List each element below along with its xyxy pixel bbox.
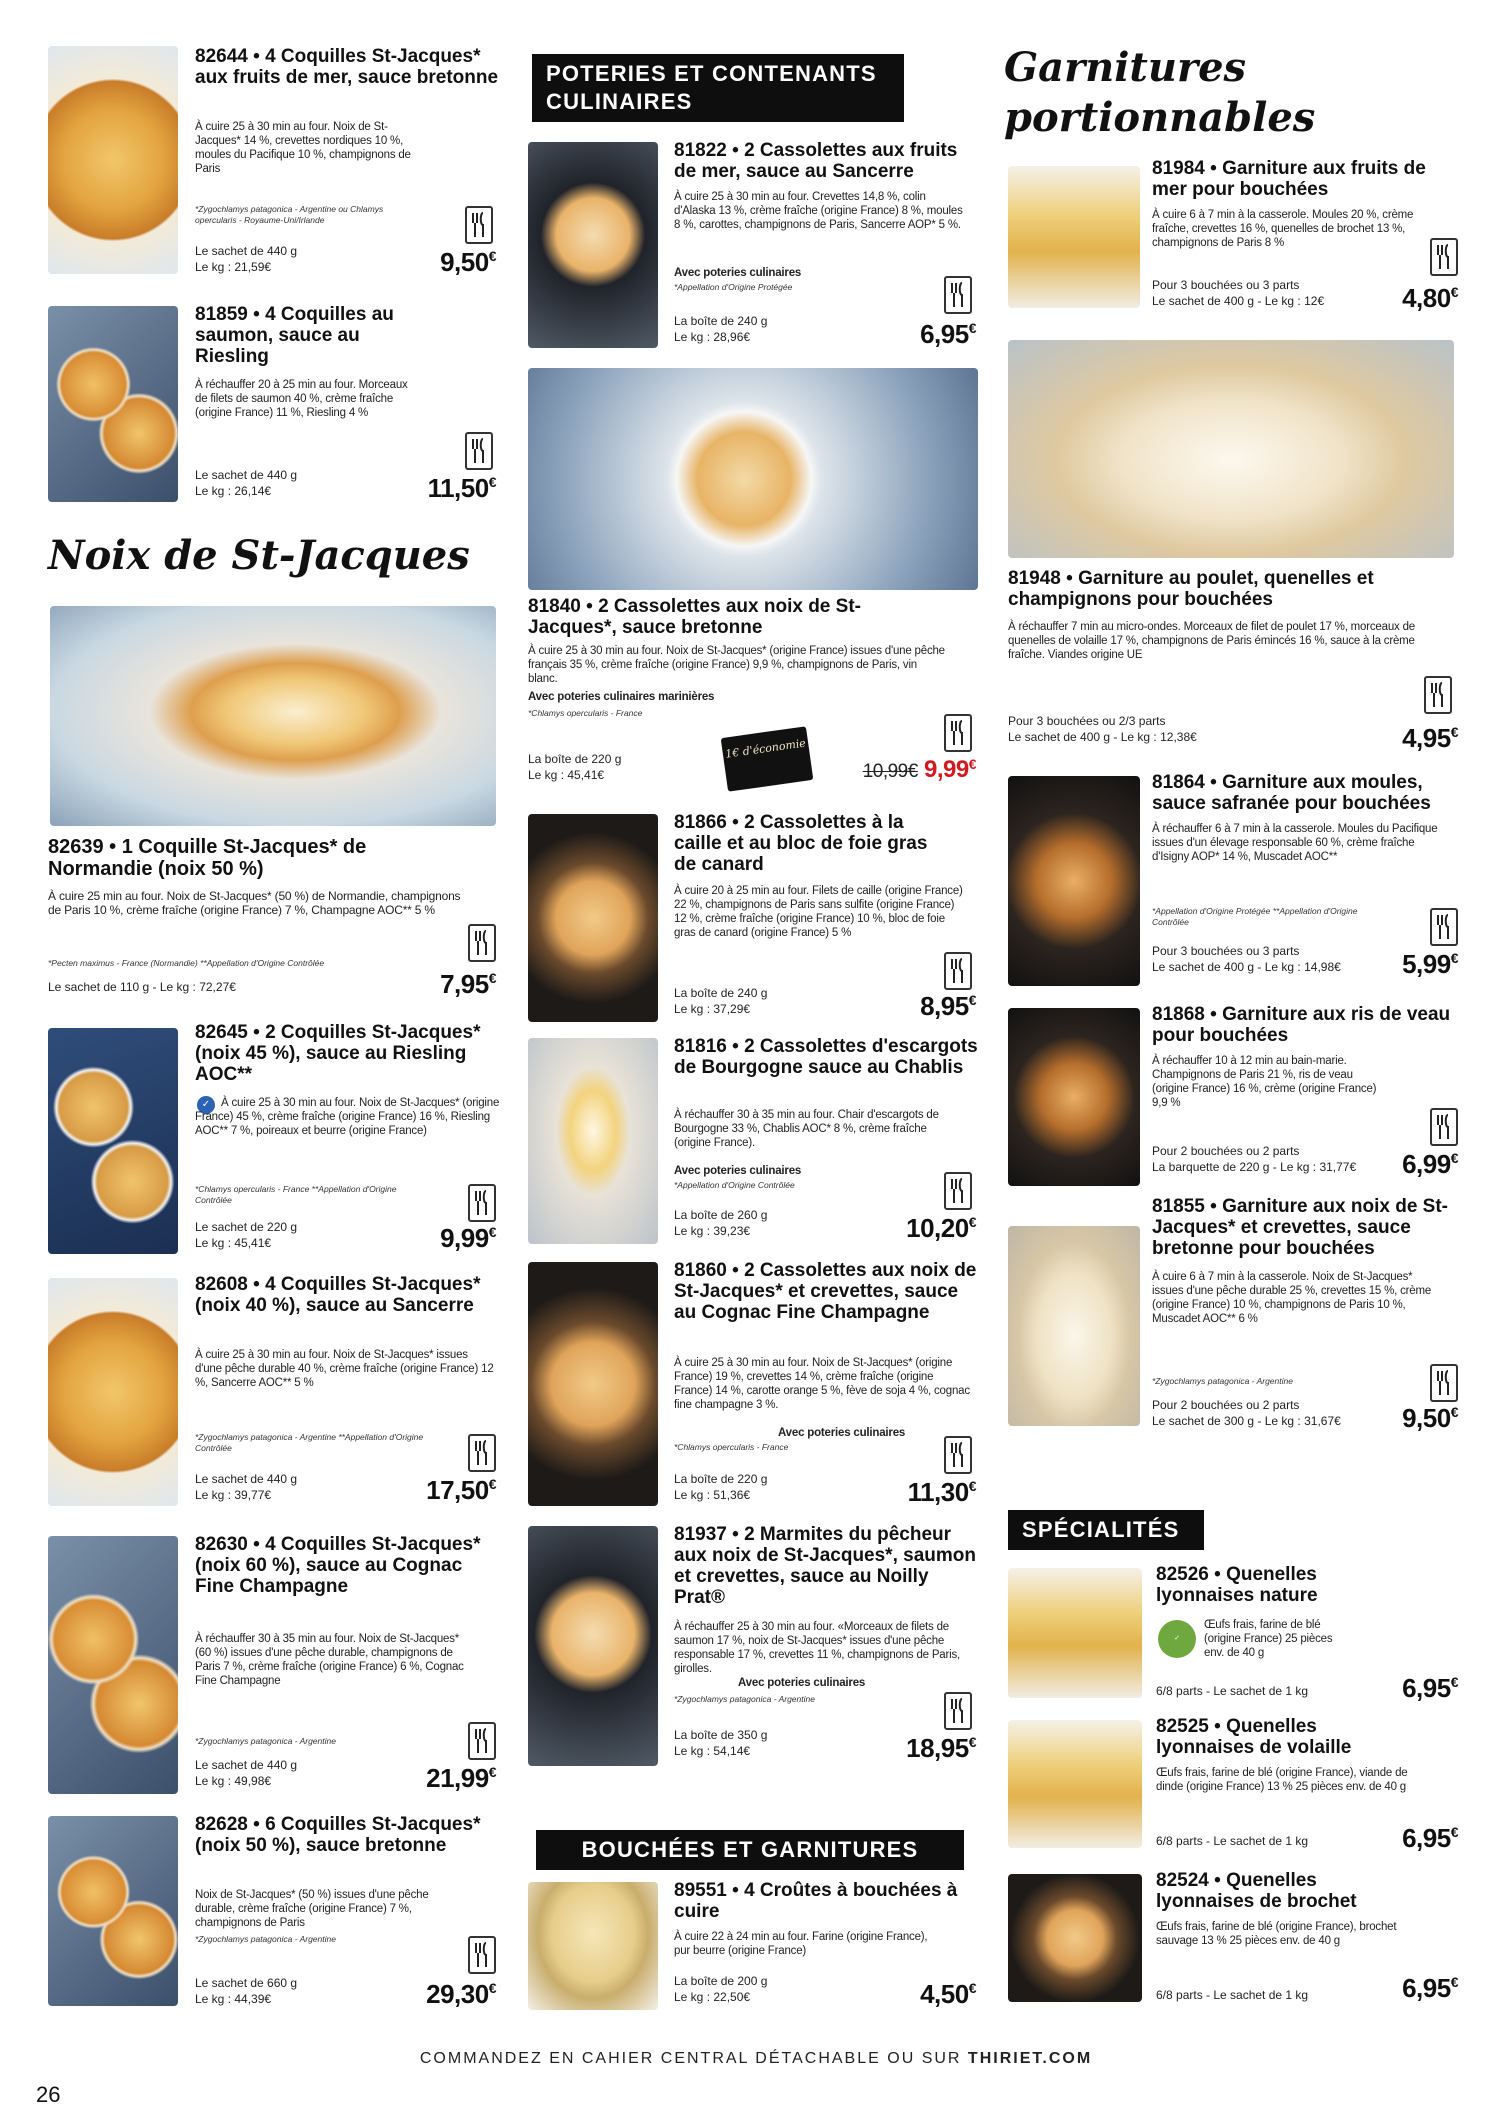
product-82525[interactable] <box>1004 1716 1468 1856</box>
product-photo <box>1008 1568 1142 1698</box>
product-description: À cuire 25 à 30 min au four. Noix de St-Jacques* 14 %, crevettes nordiques 10 %, moules du Pacifique 10 %, champignons de Paris <box>195 121 411 175</box>
product-price: 5,99€ <box>1402 949 1458 979</box>
product-price: 17,50€ <box>426 1475 496 1505</box>
oven-icon <box>944 952 972 990</box>
product-description: Œufs frais, farine de blé (origine France), viande de dinde (origine France) 13 % 25 pièces env. de 40 g <box>1156 1767 1408 1793</box>
product-pack: 6/8 parts - Le sachet de 1 kg <box>1156 1988 1309 2002</box>
product-description: À cuire 6 à 7 min à la casserole. Moules 20 %, crème fraîche, crevettes 16 %, quenelles de brochet 13 %, champignons de Paris 8 % <box>1152 209 1414 249</box>
product-82526[interactable] <box>1004 1564 1468 1704</box>
product-note: *Chlamys opercularis - France **Appellation d'Origine Contrôlée <box>195 1184 397 1205</box>
column-poteries <box>528 0 978 2040</box>
product-pack: Le sachet de 660 g <box>195 1976 298 1990</box>
product-description: À réchauffer 7 min au micro-ondes. Morceaux de filet de poulet 17 %, morceaux de quenelles de volaille 17 %, champignons de Paris émincés 16 %, sauce à la crème fraîche. Viandes origine UE <box>1008 621 1415 661</box>
product-note: *Chlamys opercularis - France <box>674 1442 789 1452</box>
oven-icon <box>468 1936 496 1974</box>
product-kg: Le sachet de 400 g - Le kg : 14,98€ <box>1152 960 1341 974</box>
product-bold-note: Avec poteries culinaires marinières <box>528 691 715 703</box>
product-title: 82630 • 4 Coquilles St-Jacques* (noix 60 %), sauce au Cognac Fine Champagne <box>195 1534 481 1597</box>
product-82645[interactable] <box>40 1020 500 1260</box>
product-note: *Zygochlamys patagonica - Argentine <box>674 1694 815 1704</box>
product-note: *Zygochlamys patagonica - Argentine ou Chlamys opercularis - Royaume-Uni/Irlande <box>195 204 384 225</box>
product-title: 81864 • Garniture aux moules, sauce safranée pour bouchées <box>1152 772 1431 814</box>
product-kg: La barquette de 220 g - Le kg : 31,77€ <box>1152 1160 1357 1174</box>
oven-icon <box>468 924 496 962</box>
product-photo <box>1008 1874 1142 2002</box>
product-photo <box>48 306 178 502</box>
oven-icon <box>468 1184 496 1222</box>
product-description: À réchauffer 6 à 7 min à la casserole. Moules du Pacifique issues d'un élevage responsable 60 %, crème fraîche d'Isigny AOP* 14 %, Muscadet AOC** <box>1152 823 1438 863</box>
product-note: *Chlamys opercularis - France <box>528 708 643 718</box>
oven-icon <box>944 276 972 314</box>
product-pack: La boîte de 220 g <box>674 1472 768 1486</box>
product-photo <box>48 1278 178 1506</box>
product-note: *Appellation d'Origine Protégée <box>674 282 793 292</box>
product-title: 81822 • 2 Cassolettes aux fruits de mer, sauce au Sancerre <box>674 140 958 182</box>
product-photo <box>50 606 496 826</box>
product-title: 82608 • 4 Coquilles St-Jacques* (noix 40 %), sauce au Sancerre <box>195 1274 481 1316</box>
product-description: À cuire 25 à 30 min au four. Noix de St-Jacques* issues d'une pêche durable 40 %, crème fraîche (origine France) 12 %, Sancerre AOC** 5 % <box>195 1349 494 1389</box>
oven-icon <box>944 714 972 752</box>
oven-icon <box>944 1172 972 1210</box>
old-price: 10,99€ <box>862 761 918 782</box>
product-kg: Le kg : 39,23€ <box>674 1224 751 1238</box>
product-price: 6,95€ <box>920 319 976 349</box>
product-price: 6,95€ <box>1402 1973 1458 2003</box>
product-pack: La boîte de 350 g <box>674 1728 768 1742</box>
product-price: 6,95€ <box>1402 1673 1458 1703</box>
product-photo <box>1008 776 1140 986</box>
product-kg: Le kg : 51,36€ <box>674 1488 751 1502</box>
product-81816[interactable] <box>528 1036 978 1246</box>
product-pack: Le sachet de 440 g <box>195 244 298 258</box>
product-title: 82645 • 2 Coquilles St-Jacques* (noix 45 %), sauce au Riesling AOC** <box>195 1022 481 1085</box>
oven-icon <box>1430 1364 1458 1402</box>
section-heading-noix: Noix de St-Jacques <box>48 532 470 579</box>
oven-icon <box>944 1436 972 1474</box>
product-description: Noix de St-Jacques* (50 %) issues d'une pêche durable, crème fraîche (origine France) 7 %, champignons de Paris <box>195 1889 429 1929</box>
product-kg: Le sachet de 300 g - Le kg : 31,67€ <box>1152 1414 1341 1428</box>
product-pack: Le sachet de 440 g <box>195 1472 298 1486</box>
product-title: 81948 • Garniture au poulet, quenelles et champignons pour bouchées <box>1008 568 1374 610</box>
section-banner-specialites: SPÉCIALITÉS <box>1008 1510 1204 1550</box>
product-description: À réchauffer 30 à 35 min au four. Chair d'escargots de Bourgogne 33 %, Chablis AOC* 8 %, crème fraîche (origine France). <box>674 1109 939 1149</box>
product-kg: Le kg : 54,14€ <box>674 1744 751 1758</box>
oven-icon <box>468 1434 496 1472</box>
oven-icon <box>465 206 493 244</box>
product-price: 18,95€ <box>906 1733 976 1763</box>
product-description: À cuire 25 à 30 min au four. Noix de St-Jacques* (origine France) issues d'une pêche français 35 %, crème fraîche (origine France) 9,9 %, champignons de Paris, vin blanc. <box>528 645 945 685</box>
product-description: À réchauffer 25 à 30 min au four. «Morceaux de filets de saumon 17 %, noix de St-Jacques* issues d'une pêche responsable 17 %, crevettes 11 %, champignons de Paris, girolles. <box>674 1621 961 1675</box>
product-price: 4,50€ <box>920 1979 976 2009</box>
product-description: À cuire 25 min au four. Noix de St-Jacques* (50 %) de Normandie, champignons de Paris 10 %, crème fraîche (origine France) 7 %, Champagne AOC** 5 % <box>48 889 461 917</box>
product-description: Œufs frais, farine de blé (origine France), brochet sauvage 13 % 25 pièces env. de 40 g <box>1156 1921 1397 1947</box>
product-description: À cuire 25 à 30 min au four. Noix de St-Jacques* (origine France) 19 %, crevettes 14 %, crème fraîche (origine France) 14 %, carotte orange 5 %, fève de soja 4 %, cognac fine champagne 3 %. <box>674 1357 970 1411</box>
footer-order-info <box>0 2050 1512 2068</box>
product-title: 81860 • 2 Cassolettes aux noix de St-Jacques* et crevettes, sauce au Cognac Fine Champagne <box>674 1260 977 1323</box>
product-pack: La boîte de 220 g <box>528 752 622 766</box>
product-81855[interactable] <box>1004 1196 1468 1446</box>
product-kg: Le kg : 28,96€ <box>674 330 751 344</box>
product-description: À cuire 25 à 30 min au four. Noix de St-Jacques* (origine France) 45 %, crème fraîche (origine France) 16 %, Riesling AOC** 7 %, poireaux et beurre (origine France) <box>195 1097 500 1137</box>
product-81866[interactable] <box>528 812 978 1022</box>
product-price: 10,99€ 9,99€ <box>862 756 976 783</box>
product-price: 9,50€ <box>1402 1403 1458 1433</box>
product-title: 82526 • Quenelles lyonnaises nature <box>1156 1564 1318 1606</box>
savings-badge: 1€ d'économie <box>721 726 814 791</box>
hero-photo-cassolette <box>528 368 978 590</box>
product-price: 21,99€ <box>426 1763 496 1793</box>
product-description: À cuire 22 à 24 min au four. Farine (origine France), pur beurre (origine France) <box>674 1931 928 1957</box>
product-title: 81855 • Garniture aux noix de St-Jacques* et crevettes, sauce bretonne pour bouchées <box>1152 1196 1448 1259</box>
product-price: 8,95€ <box>920 991 976 1021</box>
product-photo <box>1008 166 1140 308</box>
product-title: 82524 • Quenelles lyonnaises de brochet <box>1156 1870 1357 1912</box>
product-pack: Le sachet de 220 g <box>195 1220 298 1234</box>
product-note: *Zygochlamys patagonica - Argentine <box>1152 1376 1293 1386</box>
product-81859[interactable] <box>40 304 500 509</box>
product-title: 89551 • 4 Croûtes à bouchées à cuire <box>674 1880 958 1922</box>
product-81984[interactable] <box>1004 158 1468 318</box>
product-note: *Zygochlamys patagonica - Argentine **Appellation d'Origine Contrôlée <box>195 1432 424 1453</box>
product-pack: La boîte de 240 g <box>674 986 768 1000</box>
product-description: À cuire 25 à 30 min au four. Crevettes 14,8 %, colin d'Alaska 13 %, crème fraîche (origine France) 8 %, moules 8 %, carottes, champignons de Paris, Sancerre AOP* 5 %. <box>674 191 963 231</box>
product-81860[interactable] <box>528 1260 978 1510</box>
product-pack: Le sachet de 110 g - Le kg : 72,27€ <box>48 980 236 994</box>
product-title: 81937 • 2 Marmites du pêcheur aux noix de St-Jacques*, saumon et crevettes, sauce au Noilly Prat® <box>674 1524 976 1608</box>
product-title: 81984 • Garniture aux fruits de mer pour bouchées <box>1152 158 1426 200</box>
product-81840[interactable] <box>528 596 978 806</box>
product-bold-note: Avec poteries culinaires <box>674 267 802 279</box>
product-photo <box>528 1526 658 1766</box>
product-description: À réchauffer 10 à 12 min au bain-marie. Champignons de Paris 21 %, ris de veau (origine France) 16 %, crème (origine France) 9,9 % <box>1152 1055 1377 1109</box>
product-pack: 6/8 parts - Le sachet de 1 kg <box>1156 1684 1309 1698</box>
product-bold-note: Avec poteries culinaires <box>674 1165 802 1177</box>
product-81868[interactable] <box>1004 1004 1468 1194</box>
product-description: Œufs frais, farine de blé (origine France) 25 pièces env. de 40 g <box>1204 1619 1333 1659</box>
section-banner-bouchees: BOUCHÉES ET GARNITURES <box>536 1830 964 1870</box>
product-pack: Pour 3 bouchées ou 3 parts <box>1152 944 1300 958</box>
product-price: 29,30€ <box>426 1979 496 2009</box>
product-kg: Le kg : 45,41€ <box>528 768 605 782</box>
page-number: 26 <box>36 2082 61 2107</box>
product-81864[interactable] <box>1004 772 1468 992</box>
product-photo <box>48 46 178 274</box>
product-kg: Le kg : 22,50€ <box>674 1990 751 2004</box>
product-title: 81866 • 2 Cassolettes à la caille et au bloc de foie gras de canard <box>674 812 928 875</box>
product-82524[interactable] <box>1004 1870 1468 2010</box>
product-description: À réchauffer 20 à 25 min au four. Morceaux de filets de saumon 40 %, crème fraîche (origine France) 11 %, Riesling 4 % <box>195 379 408 419</box>
product-note: *Appellation d'Origine Protégée **Appellation d'Origine Contrôlée <box>1152 906 1358 927</box>
product-82628[interactable] <box>40 1812 500 2012</box>
product-price: 6,95€ <box>1402 1823 1458 1853</box>
oven-icon <box>1430 238 1458 276</box>
product-81822[interactable] <box>528 140 978 352</box>
product-photo <box>48 1028 178 1254</box>
product-price: 6,99€ <box>1402 1149 1458 1179</box>
product-title: 82644 • 4 Coquilles St-Jacques* aux fruits de mer, sauce bretonne <box>195 46 499 88</box>
product-photo <box>528 1038 658 1244</box>
product-price: 11,30€ <box>907 1477 976 1507</box>
product-82639[interactable] <box>40 606 500 1006</box>
product-pack: Pour 3 bouchées ou 2/3 parts <box>1008 714 1166 728</box>
product-price: 4,80€ <box>1402 283 1458 313</box>
product-kg: Le kg : 45,41€ <box>195 1236 272 1250</box>
product-title: 82628 • 6 Coquilles St-Jacques* (noix 50 %), sauce bretonne <box>195 1814 481 1856</box>
product-photo <box>48 1816 178 2006</box>
label-icon: ✓ <box>197 1096 215 1114</box>
product-price: 7,95€ <box>440 969 496 999</box>
product-title: 81816 • 2 Cassolettes d'escargots de Bourgogne sauce au Chablis <box>674 1036 978 1078</box>
product-82630[interactable] <box>40 1532 500 1800</box>
product-description: À réchauffer 30 à 35 min au four. Noix de St-Jacques* (60 %) issues d'une pêche durable, champignons de Paris 7 %, crème fraîche (origine France) 6 %, Cognac Fine Champagne <box>195 1633 464 1687</box>
column-coquilles <box>40 0 500 2040</box>
product-photo <box>528 142 658 348</box>
footer-site-link[interactable]: THIRIET.COM <box>967 2050 1093 2067</box>
oven-icon <box>944 1692 972 1730</box>
product-price: 4,95€ <box>1402 723 1458 753</box>
product-pack: 6/8 parts - Le sachet de 1 kg <box>1156 1834 1309 1848</box>
product-price: 11,50€ <box>427 473 496 503</box>
product-price: 10,20€ <box>906 1213 976 1243</box>
product-photo <box>48 1536 178 1794</box>
product-pack: Pour 2 bouchées ou 2 parts <box>1152 1398 1300 1412</box>
footer-text: COMMANDEZ EN CAHIER CENTRAL DÉTACHABLE OU SUR <box>419 2050 968 2067</box>
oven-icon <box>465 432 493 470</box>
product-81937[interactable] <box>528 1524 978 1772</box>
product-photo <box>1008 1720 1142 1848</box>
product-kg: Le sachet de 400 g - Le kg : 12,38€ <box>1008 730 1197 744</box>
product-title: 82525 • Quenelles lyonnaises de volaille <box>1156 1716 1352 1758</box>
product-pack: Pour 3 bouchées ou 3 parts <box>1152 278 1300 292</box>
product-pack: Pour 2 bouchées ou 2 parts <box>1152 1144 1300 1158</box>
product-bold-note: Avec poteries culinaires <box>738 1677 866 1689</box>
product-kg: Le kg : 44,39€ <box>195 1992 272 2006</box>
product-kg: Le kg : 39,77€ <box>195 1488 272 1502</box>
product-description: À cuire 6 à 7 min à la casserole. Noix de St-Jacques* issues d'une pêche durable 25 %, crevettes 15 %, crème (origine France) 10 %, champignons de Paris 10 %, Muscadet AOC** 6 % <box>1152 1271 1432 1325</box>
product-note: *Zygochlamys patagonica - Argentine <box>195 1736 336 1746</box>
oven-icon <box>1430 908 1458 946</box>
product-title: 81868 • Garniture aux ris de veau pour bouchées <box>1152 1004 1451 1046</box>
product-photo <box>1008 1226 1140 1426</box>
product-note: *Pecten maximus - France (Normandie) **Appellation d'Origine Contrôlée <box>48 958 325 968</box>
oven-icon <box>1430 1108 1458 1146</box>
product-82608[interactable] <box>40 1272 500 1512</box>
product-title: 81859 • 4 Coquilles au saumon, sauce au Riesling <box>195 304 394 367</box>
product-kg: Le sachet de 400 g - Le kg : 12€ <box>1152 294 1325 308</box>
section-banner-poteries: POTERIES ET CONTENANTS CULINAIRES <box>532 54 904 122</box>
section-heading-garnitures: Garnitures <box>1004 44 1247 91</box>
product-89551[interactable] <box>528 1880 978 2020</box>
product-photo <box>1008 1008 1140 1186</box>
product-kg: Le kg : 49,98€ <box>195 1774 272 1788</box>
product-82644[interactable] <box>40 44 500 279</box>
product-pack: La boîte de 200 g <box>674 1974 768 1988</box>
product-pack: Le sachet de 440 g <box>195 468 298 482</box>
column-garnitures <box>1004 0 1468 2040</box>
product-price: 9,50€ <box>440 247 496 277</box>
quality-badge-icon: ✓ <box>1158 1620 1196 1658</box>
product-title: 81840 • 2 Cassolettes aux noix de St-Jacques*, sauce bretonne <box>528 596 861 638</box>
product-title: 82639 • 1 Coquille St-Jacques* de Normandie (noix 50 %) <box>48 836 367 880</box>
product-price: 9,99€ <box>440 1223 496 1253</box>
product-photo <box>528 1882 658 2010</box>
product-note: *Appellation d'Origine Contrôlée <box>674 1180 795 1190</box>
product-kg: Le kg : 21,59€ <box>195 260 272 274</box>
product-bold-note: Avec poteries culinaires <box>778 1427 906 1439</box>
oven-icon <box>468 1722 496 1760</box>
product-photo <box>528 1262 658 1506</box>
product-kg: Le kg : 37,29€ <box>674 1002 751 1016</box>
product-kg: Le kg : 26,14€ <box>195 484 272 498</box>
section-heading-portionnables: portionnables <box>1004 94 1316 141</box>
product-pack: La boîte de 260 g <box>674 1208 768 1222</box>
product-pack: La boîte de 240 g <box>674 314 768 328</box>
hero-photo-garniture <box>1008 340 1454 558</box>
product-81948[interactable] <box>1004 568 1468 758</box>
product-description: À cuire 20 à 25 min au four. Filets de caille (origine France) 22 %, champignons de Paris sans sulfite (origine France) 12 %, crème fraîche (origine France) 10 %, bloc de foie gras de canard (origine France) 5 % <box>674 885 963 939</box>
product-photo <box>528 814 658 1022</box>
microwave-icon <box>1424 676 1452 714</box>
product-pack: Le sachet de 440 g <box>195 1758 298 1772</box>
product-note: *Zygochlamys patagonica - Argentine <box>195 1934 336 1944</box>
